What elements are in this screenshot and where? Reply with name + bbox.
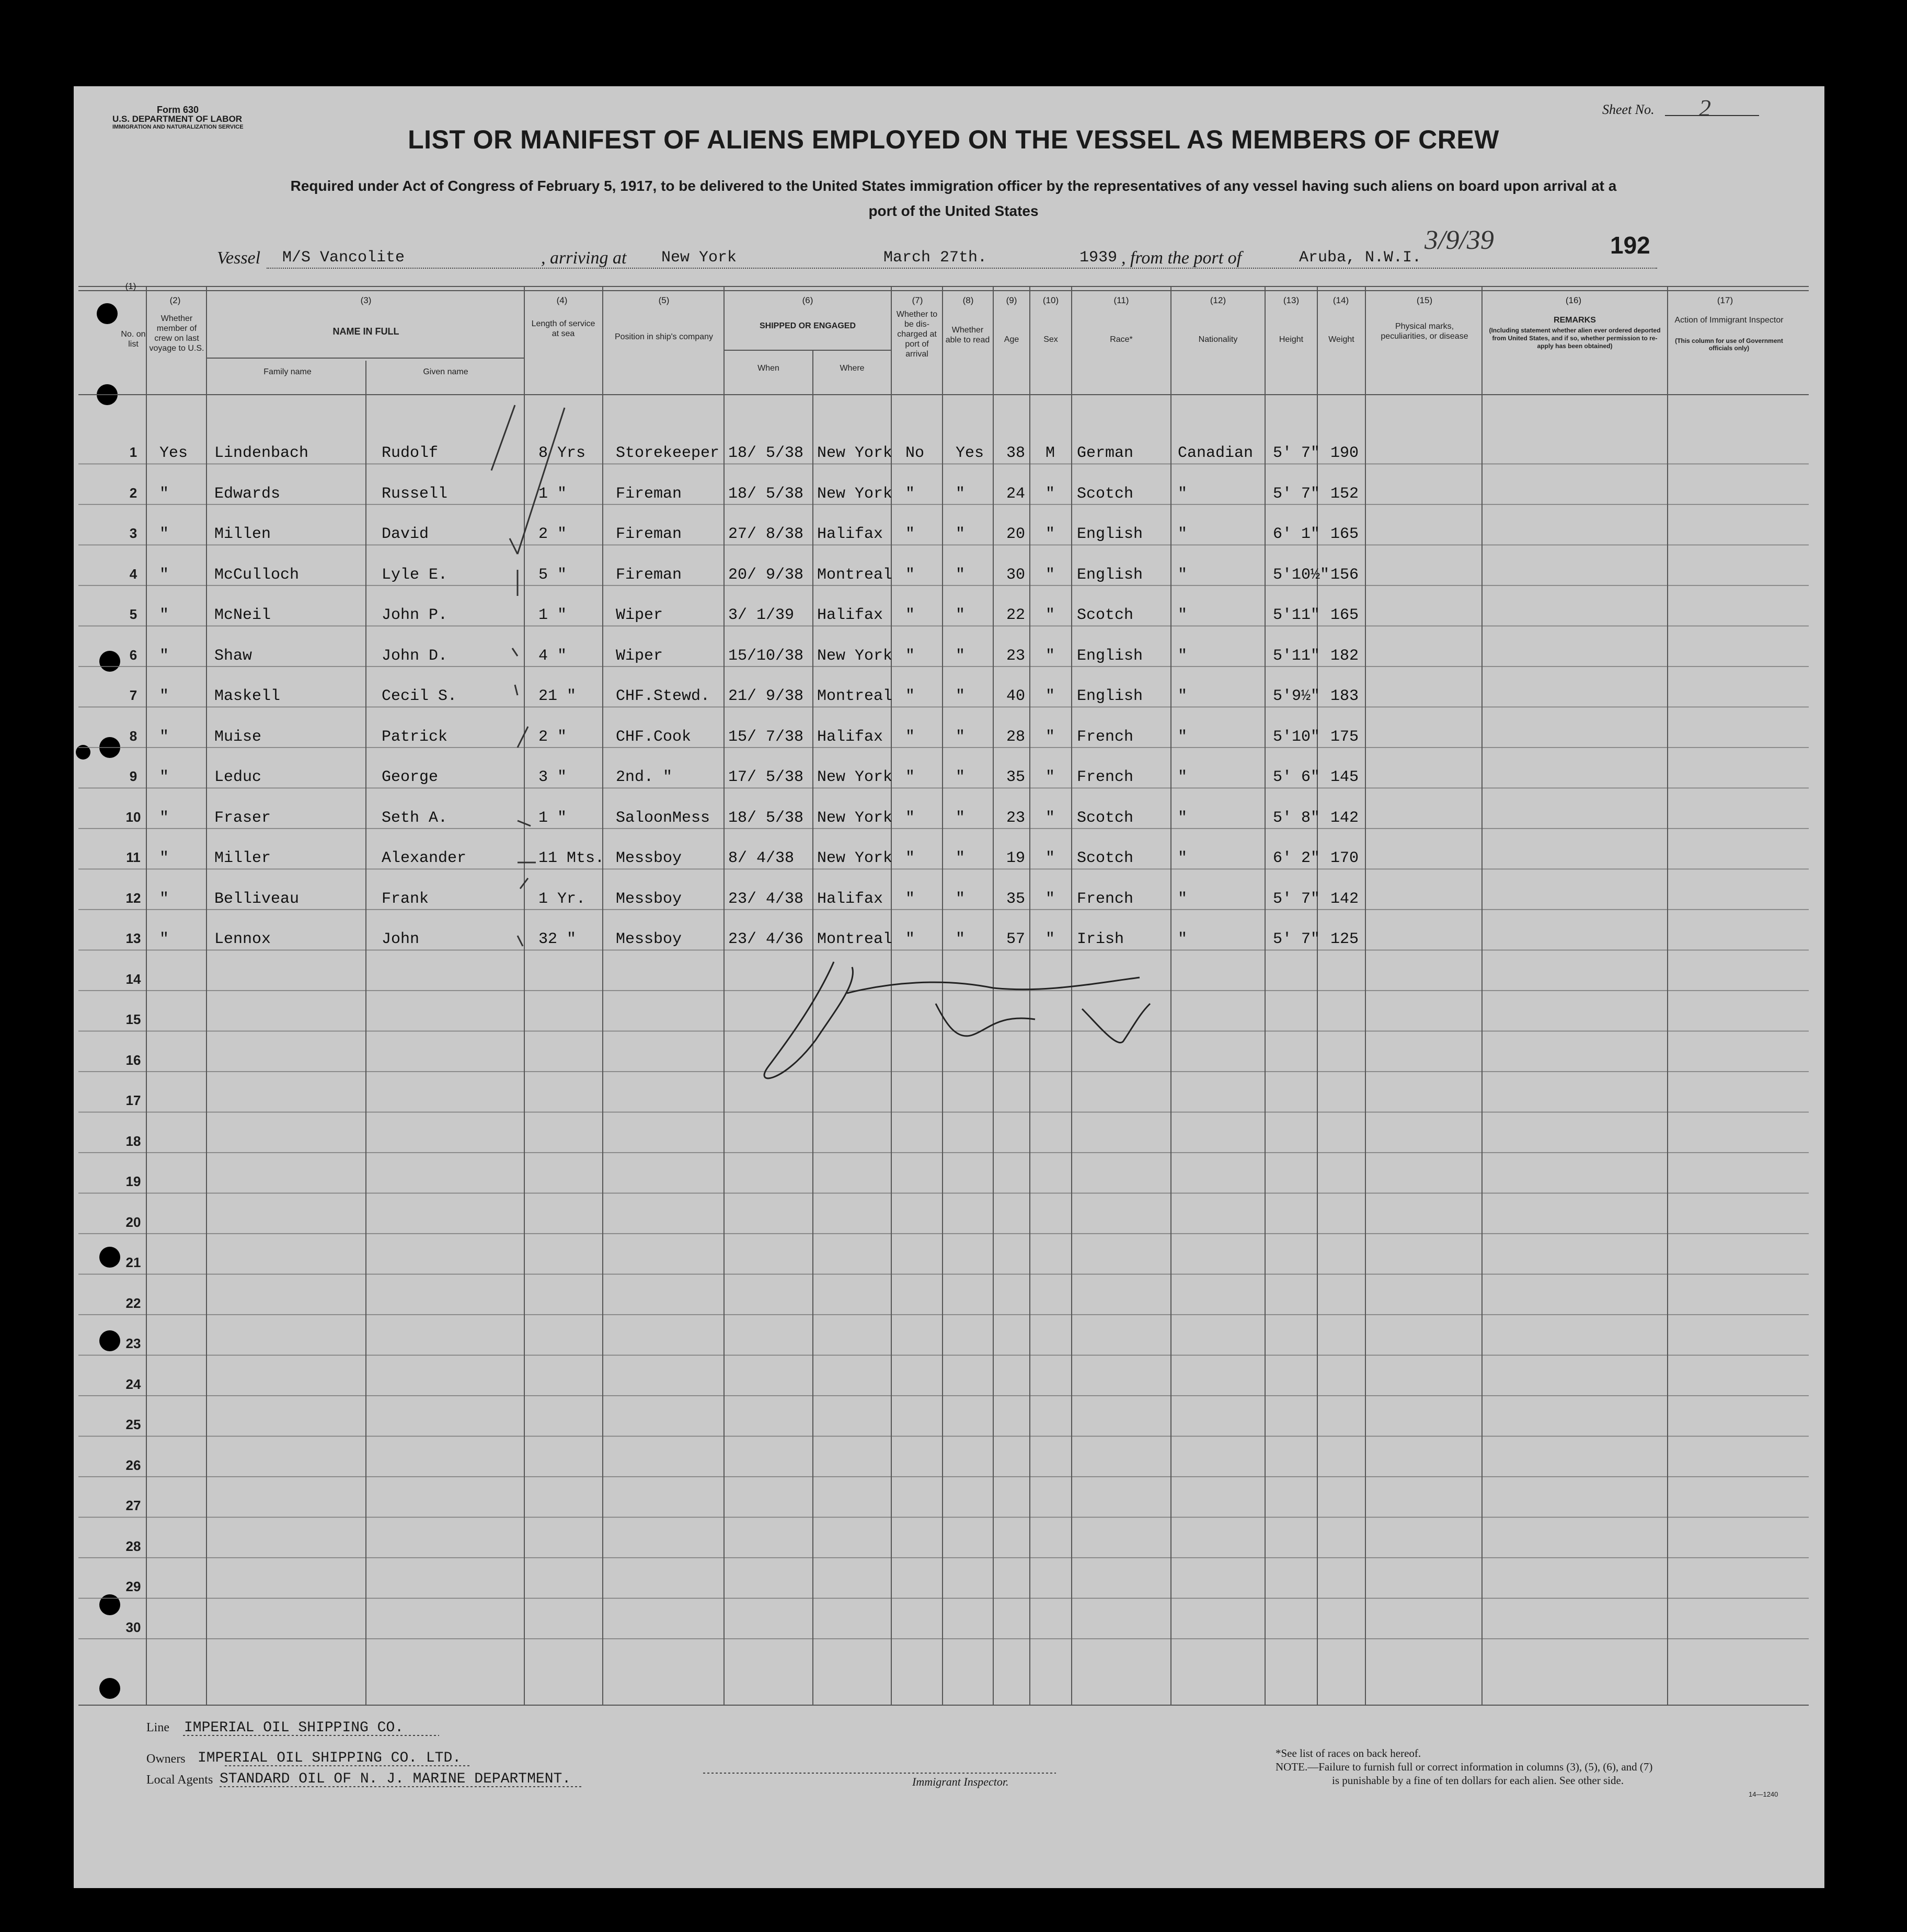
handwritten-date: 3/9/39 [1424, 225, 1494, 255]
row-number: 22 [125, 1295, 141, 1311]
cell-service: 8 Yrs [538, 444, 586, 462]
row-number: 25 [125, 1417, 141, 1432]
cell-when: 27/ 8/38 [728, 525, 804, 543]
cell-discharged: " [905, 809, 915, 827]
cell-service: 11 Mts. [538, 849, 605, 867]
cell-position: Storekeeper [616, 444, 720, 462]
row-number: 10 [125, 809, 141, 825]
cell-when: 23/ 4/38 [728, 890, 804, 908]
cell-family: Lindenbach [214, 444, 309, 462]
cell-weight: 156 [1330, 566, 1359, 584]
cell-height: 5' 7" [1273, 485, 1320, 503]
cell-discharged: " [905, 930, 915, 948]
cell-last: " [159, 566, 169, 584]
cell-service: 1 " [538, 809, 567, 827]
col-14-number: (14) [1332, 295, 1349, 305]
cell-height: 5' 8" [1273, 809, 1320, 827]
cell-nationality: " [1178, 647, 1188, 665]
cell-service: 2 " [538, 525, 567, 543]
cell-nationality: " [1178, 525, 1188, 543]
cell-race: English [1077, 687, 1143, 705]
cell-race: Scotch [1077, 485, 1134, 503]
cell-family: Miller [214, 849, 271, 867]
row-number: 7 [129, 687, 137, 703]
form-title: LIST OR MANIFEST OF ALIENS EMPLOYED ON THE VESSEL AS MEMBERS OF CREW [408, 125, 1499, 154]
row-number: 8 [129, 728, 137, 744]
cell-sex: " [1046, 566, 1055, 584]
cell-last: " [159, 768, 169, 786]
row-number: 17 [125, 1092, 141, 1108]
owners-value: IMPERIAL OIL SHIPPING CO. LTD. [198, 1750, 462, 1766]
col-14-header: Weight [1328, 335, 1354, 344]
cell-race: Scotch [1077, 606, 1134, 624]
cell-family: Lennox [214, 930, 271, 948]
cell-read: " [956, 525, 966, 543]
cell-family: Belliveau [214, 890, 300, 908]
cell-read: Yes [956, 444, 984, 462]
cell-discharged: " [905, 849, 915, 867]
cell-where: Halifax [817, 606, 883, 624]
cell-weight: 165 [1330, 606, 1359, 624]
cell-read: " [956, 687, 966, 705]
col-5-header: Position in ship's company [614, 332, 714, 341]
row-number: 11 [126, 849, 141, 865]
cell-race: English [1077, 566, 1143, 584]
agents-value: STANDARD OIL OF N. J. MARINE DEPARTMENT. [220, 1771, 571, 1787]
cell-race: English [1077, 525, 1143, 543]
cell-height: 5' 6" [1273, 768, 1320, 786]
col-15-number: (15) [1416, 295, 1433, 305]
arrival-date: March 27th. [883, 249, 987, 267]
cell-age: 23 [1006, 809, 1026, 827]
col-1-header: No. on list [121, 330, 146, 349]
cell-nationality: " [1178, 606, 1188, 624]
cell-when: 15/10/38 [728, 647, 804, 665]
cell-when: 17/ 5/38 [728, 768, 804, 786]
cell-family: Maskell [214, 687, 281, 705]
arriving-label: , arriving at [541, 248, 627, 268]
col-13-header: Height [1279, 335, 1304, 344]
row-number: 21 [125, 1255, 141, 1270]
cell-race: French [1077, 768, 1134, 786]
arrival-year: 1939 [1079, 249, 1118, 267]
col-16-subheader: (Including statement whether alien ever ordered deported from United States, and if so, whether permission to re-apply has been obtained) [1489, 327, 1661, 350]
cell-position: 2nd. " [616, 768, 673, 786]
cell-where: Halifax [817, 525, 883, 543]
cell-family: Muise [214, 728, 262, 746]
cell-read: " [956, 728, 966, 746]
cell-nationality: " [1178, 849, 1188, 867]
cell-given: Patrick [382, 728, 448, 746]
cell-last: " [159, 809, 169, 827]
col-17-header: Action of Immigrant Inspector [1674, 316, 1784, 325]
cell-height: 5'10" [1273, 728, 1320, 746]
cell-service: 2 " [538, 728, 567, 746]
col-2-header: Whether member of crew on last voyage to U.S. [149, 314, 204, 353]
row-number: 28 [125, 1538, 141, 1554]
cell-discharged: " [905, 647, 915, 665]
cell-sex: " [1046, 606, 1055, 624]
cell-age: 57 [1006, 930, 1026, 948]
cell-age: 30 [1006, 566, 1026, 584]
row-number: 26 [125, 1457, 141, 1473]
cell-discharged: No [905, 444, 925, 462]
cell-position: Wiper [616, 647, 663, 665]
form-number: Form 630 [157, 105, 199, 115]
sheet-number: 2 [1699, 95, 1711, 121]
cell-position: CHF.Cook [616, 728, 692, 746]
line-value: IMPERIAL OIL SHIPPING CO. [184, 1720, 404, 1736]
cell-when: 20/ 9/38 [728, 566, 804, 584]
cell-discharged: " [905, 768, 915, 786]
cell-last: " [159, 890, 169, 908]
inspector-label: Immigrant Inspector. [912, 1775, 1009, 1788]
cell-height: 5' 7" [1273, 444, 1320, 462]
cell-where: Montreal [817, 687, 893, 705]
cell-race: English [1077, 647, 1143, 665]
col-10-header: Sex [1043, 335, 1058, 344]
col-3a-header: Family name [263, 367, 312, 376]
col-16-header: REMARKS [1554, 316, 1596, 325]
cell-nationality: " [1178, 930, 1188, 948]
cell-when: 23/ 4/36 [728, 930, 804, 948]
col-7-header: Whether to be dis-charged at port of arrival [896, 310, 938, 359]
cell-weight: 190 [1330, 444, 1359, 462]
cell-read: " [956, 566, 966, 584]
cell-family: Fraser [214, 809, 271, 827]
cell-family: McCulloch [214, 566, 300, 584]
cell-where: New York [817, 444, 893, 462]
cell-where: New York [817, 849, 893, 867]
cell-where: Montreal [817, 566, 893, 584]
cell-height: 5' 7" [1273, 930, 1320, 948]
cell-weight: 152 [1330, 485, 1359, 503]
cell-where: New York [817, 809, 893, 827]
cell-service: 1 " [538, 485, 567, 503]
races-note: *See list of races on back hereof. [1276, 1747, 1421, 1760]
row-number: 4 [129, 566, 137, 582]
cell-discharged: " [905, 525, 915, 543]
col-17-subheader: (This column for use of Government officials only) [1675, 337, 1783, 352]
cell-position: Fireman [616, 525, 682, 543]
col-8-header: Whether able to read [945, 326, 990, 344]
cell-discharged: " [905, 890, 915, 908]
row-number: 18 [125, 1133, 141, 1149]
col-4-header: Length of service at sea [531, 319, 595, 338]
cell-last: " [159, 930, 169, 948]
cell-last: " [159, 687, 169, 705]
cell-where: New York [817, 768, 893, 786]
cell-position: Fireman [616, 566, 682, 584]
cell-weight: 182 [1330, 647, 1359, 665]
cell-race: Irish [1077, 930, 1124, 948]
cell-read: " [956, 930, 966, 948]
cell-age: 23 [1006, 647, 1026, 665]
col-11-header: Race* [1110, 335, 1133, 344]
col-8-number: (8) [962, 295, 974, 305]
cell-sex: " [1046, 728, 1055, 746]
cell-where: Halifax [817, 890, 883, 908]
cell-weight: 142 [1330, 809, 1359, 827]
cell-last: " [159, 728, 169, 746]
cell-read: " [956, 768, 966, 786]
cell-position: Messboy [616, 849, 682, 867]
cell-where: New York [817, 485, 893, 503]
cell-position: CHF.Stewd. [616, 687, 710, 705]
cell-sex: " [1046, 687, 1055, 705]
cell-age: 40 [1006, 687, 1026, 705]
cell-race: French [1077, 728, 1134, 746]
row-number: 13 [125, 930, 141, 946]
arrival-port: New York [661, 249, 737, 267]
form-subtitle-2: port of the United States [868, 203, 1039, 219]
row-number: 5 [129, 606, 137, 622]
cell-given: Lyle E. [382, 566, 448, 584]
col-11-number: (11) [1113, 295, 1129, 305]
cell-last: " [159, 849, 169, 867]
service-name: IMMIGRATION AND NATURALIZATION SERVICE [112, 124, 244, 130]
col-12-header: Nationality [1198, 335, 1238, 344]
cell-age: 22 [1006, 606, 1026, 624]
cell-sex: " [1046, 930, 1055, 948]
cell-given: John [382, 930, 420, 948]
cell-sex: " [1046, 768, 1055, 786]
cell-discharged: " [905, 566, 915, 584]
row-number: 6 [129, 647, 137, 663]
cell-last: " [159, 606, 169, 624]
col-6a-header: When [757, 364, 779, 373]
row-number: 3 [129, 525, 137, 541]
cell-when: 21/ 9/38 [728, 687, 804, 705]
cell-age: 19 [1006, 849, 1026, 867]
cell-nationality: " [1178, 485, 1188, 503]
cell-read: " [956, 606, 966, 624]
col-16-number: (16) [1565, 295, 1582, 305]
cell-nationality: " [1178, 566, 1188, 584]
cell-height: 5'11" [1273, 606, 1320, 624]
form-subtitle: Required under Act of Congress of February 5, 1917, to be delivered to the United States immigration officer by the representatives of any vessel having such aliens on board upon arrival at a [290, 178, 1617, 194]
row-number: 30 [125, 1619, 141, 1635]
cell-race: Scotch [1077, 849, 1134, 867]
cell-age: 35 [1006, 890, 1026, 908]
col-2-number: (2) [169, 295, 181, 305]
cell-height: 6' 2" [1273, 849, 1320, 867]
col-12-number: (12) [1210, 295, 1226, 305]
cell-height: 5' 7" [1273, 890, 1320, 908]
cell-weight: 125 [1330, 930, 1359, 948]
cell-service: 3 " [538, 768, 567, 786]
cell-position: Fireman [616, 485, 682, 503]
row-number: 29 [125, 1579, 141, 1594]
cell-sex: " [1046, 647, 1055, 665]
cell-given: David [382, 525, 429, 543]
cell-when: 8/ 4/38 [728, 849, 795, 867]
cell-nationality: Canadian [1178, 444, 1254, 462]
cell-discharged: " [905, 687, 915, 705]
departure-port: Aruba, N.W.I. [1299, 249, 1422, 267]
cell-nationality: " [1178, 890, 1188, 908]
cell-nationality: " [1178, 809, 1188, 827]
cell-given: Seth A. [382, 809, 448, 827]
cell-read: " [956, 809, 966, 827]
footnote-2: is punishable by a fine of ten dollars for each alien. See other side. [1332, 1774, 1624, 1787]
col-6-number: (6) [802, 295, 813, 305]
vessel-name: M/S Vancolite [282, 249, 405, 267]
cell-weight: 142 [1330, 890, 1359, 908]
manifest-number: 192 [1610, 232, 1650, 259]
agents-label: Local Agents [146, 1773, 213, 1787]
cell-service: 5 " [538, 566, 567, 584]
cell-family: Leduc [214, 768, 262, 786]
col-3b-header: Given name [423, 367, 468, 376]
line-label: Line [146, 1721, 169, 1734]
col-13-number: (13) [1283, 295, 1300, 305]
cell-height: 5'10½" [1273, 566, 1330, 584]
form-code: 14—1240 [1749, 1790, 1778, 1798]
col-1-number: (1) [125, 281, 136, 291]
cell-read: " [956, 485, 966, 503]
cell-height: 5'9½" [1273, 687, 1320, 705]
row-number: 12 [125, 890, 141, 906]
cell-given: Alexander [382, 849, 467, 867]
col-17-number: (17) [1717, 295, 1733, 305]
vessel-label: Vessel [217, 248, 261, 268]
row-number: 15 [125, 1011, 141, 1027]
col-3-header: NAME IN FULL [332, 326, 399, 337]
cell-where: Halifax [817, 728, 883, 746]
col-9-number: (9) [1006, 295, 1017, 305]
cell-position: Messboy [616, 930, 682, 948]
row-number: 24 [125, 1376, 141, 1392]
cell-when: 18/ 5/38 [728, 444, 804, 462]
row-number: 19 [125, 1174, 141, 1189]
cell-when: 18/ 5/38 [728, 485, 804, 503]
cell-age: 24 [1006, 485, 1026, 503]
cell-height: 6' 1" [1273, 525, 1320, 543]
cell-weight: 145 [1330, 768, 1359, 786]
department-name: U.S. DEPARTMENT OF LABOR [112, 114, 243, 124]
cell-nationality: " [1178, 728, 1188, 746]
cell-race: German [1077, 444, 1134, 462]
row-number: 1 [129, 444, 137, 460]
cell-service: 4 " [538, 647, 567, 665]
cell-nationality: " [1178, 768, 1188, 786]
cell-family: Edwards [214, 485, 281, 503]
cell-when: 3/ 1/39 [728, 606, 795, 624]
cell-given: Rudolf [382, 444, 439, 462]
cell-sex: " [1046, 849, 1055, 867]
cell-weight: 170 [1330, 849, 1359, 867]
cell-last: Yes [159, 444, 188, 462]
cell-height: 5'11" [1273, 647, 1320, 665]
cell-position: Messboy [616, 890, 682, 908]
cell-race: French [1077, 890, 1134, 908]
footnote-1: NOTE.—Failure to furnish full or correct information in columns (3), (5), (6), and (7) [1276, 1761, 1653, 1773]
cell-age: 38 [1006, 444, 1026, 462]
row-number: 16 [125, 1052, 141, 1068]
cell-given: Frank [382, 890, 429, 908]
cell-weight: 165 [1330, 525, 1359, 543]
col-6-header: SHIPPED OR ENGAGED [759, 321, 856, 330]
cell-age: 20 [1006, 525, 1026, 543]
cell-when: 15/ 7/38 [728, 728, 804, 746]
cell-last: " [159, 525, 169, 543]
row-number: 2 [129, 485, 137, 501]
cell-service: 32 " [538, 930, 577, 948]
cell-given: Russell [382, 485, 448, 503]
cell-read: " [956, 849, 966, 867]
cell-family: Shaw [214, 647, 252, 665]
cell-weight: 175 [1330, 728, 1359, 746]
cell-sex: " [1046, 525, 1055, 543]
row-number: 27 [125, 1498, 141, 1513]
cell-discharged: " [905, 606, 915, 624]
cell-where: Montreal [817, 930, 893, 948]
row-number: 23 [125, 1336, 141, 1351]
cell-sex: " [1046, 809, 1055, 827]
cell-where: New York [817, 647, 893, 665]
cell-age: 28 [1006, 728, 1026, 746]
cell-nationality: " [1178, 687, 1188, 705]
col-15-header: Physical marks, peculiarities, or disease [1381, 322, 1468, 341]
col-5-number: (5) [658, 295, 670, 305]
cell-sex: M [1046, 444, 1055, 462]
owners-label: Owners [146, 1752, 186, 1766]
cell-given: Cecil S. [382, 687, 457, 705]
cell-sex: " [1046, 890, 1055, 908]
cell-when: 18/ 5/38 [728, 809, 804, 827]
col-10-number: (10) [1042, 295, 1059, 305]
col-7-number: (7) [912, 295, 923, 305]
from-label: , from the port of [1121, 248, 1242, 268]
cell-service: 21 " [538, 687, 577, 705]
row-number: 9 [129, 768, 137, 784]
cell-given: John P. [382, 606, 448, 624]
cell-given: John D. [382, 647, 448, 665]
cell-given: George [382, 768, 439, 786]
cell-read: " [956, 890, 966, 908]
cell-weight: 183 [1330, 687, 1359, 705]
cell-discharged: " [905, 728, 915, 746]
col-4-number: (4) [556, 295, 568, 305]
cell-age: 35 [1006, 768, 1026, 786]
cell-discharged: " [905, 485, 915, 503]
row-number: 20 [125, 1214, 141, 1230]
cell-position: Wiper [616, 606, 663, 624]
cell-race: Scotch [1077, 809, 1134, 827]
cell-sex: " [1046, 485, 1055, 503]
col-3-number: (3) [360, 295, 372, 305]
signature-text [930, 1009, 1145, 1043]
cell-last: " [159, 485, 169, 503]
col-6b-header: Where [840, 364, 865, 373]
cell-service: 1 Yr. [538, 890, 586, 908]
cell-family: McNeil [214, 606, 271, 624]
row-number: 14 [125, 971, 141, 987]
cell-last: " [159, 647, 169, 665]
cell-service: 1 " [538, 606, 567, 624]
cell-read: " [956, 647, 966, 665]
col-9-header: Age [1004, 335, 1019, 344]
cell-position: SaloonMess [616, 809, 710, 827]
cell-family: Millen [214, 525, 271, 543]
sheet-label: Sheet No. [1602, 102, 1655, 117]
